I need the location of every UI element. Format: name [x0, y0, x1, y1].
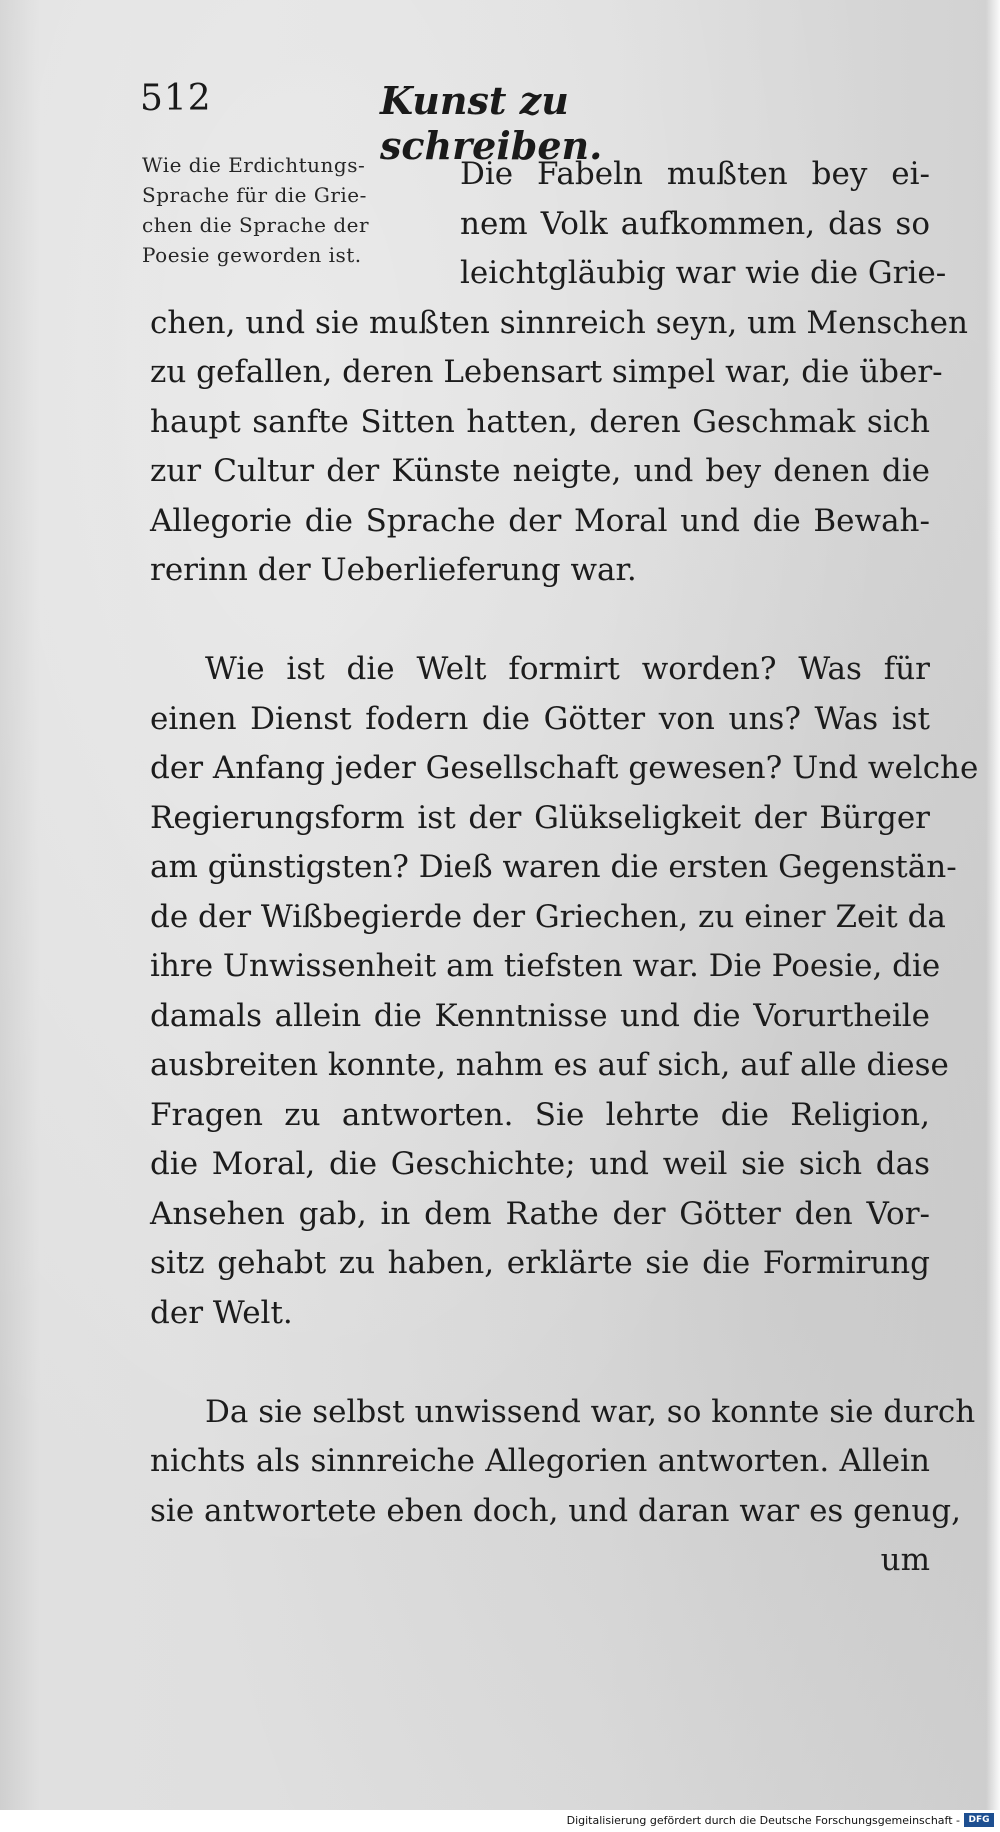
margin-note-line: chen die Sprache der: [142, 213, 370, 237]
text-line: haupt sanfte Sitten hatten, deren Geschmak sich: [150, 403, 930, 440]
text-line: zu gefallen, deren Lebensart simpel war, die über-: [150, 354, 943, 390]
paragraph-gap: [150, 596, 930, 646]
margin-note-line: Sprache für die Grie-: [142, 183, 367, 207]
text-line: sie antwortete eben doch, und daran war es genug,: [150, 1492, 961, 1529]
body-text: [150, 150, 979, 1586]
text-line: Regierungsform ist der Glükseligkeit der Bürger: [150, 799, 930, 836]
text-line: de der Wißbegierde der Griechen, zu einer Zeit da: [150, 898, 946, 935]
text-line: Wie ist die Welt formirt worden? Was für: [205, 651, 930, 687]
text-line: leichtgläubig war wie die Grie-: [460, 255, 947, 291]
text-line: nem Volk aufkommen, das so: [460, 205, 930, 242]
margin-note-line: Poesie geworden ist.: [142, 243, 362, 267]
text-line: die Moral, die Geschichte; und weil sie sich das: [150, 1146, 930, 1182]
text-line: Fragen zu antworten. Sie lehrte die Religion,: [150, 1096, 930, 1133]
text-line: Die Fabeln mußten bey ei-: [460, 156, 930, 192]
text-line: ausbreiten konnte, nahm es auf sich, auf alle diese: [150, 1047, 949, 1083]
text-line: am günstigsten? Dieß waren die ersten Gegenstän-: [150, 849, 957, 885]
text-line: der Anfang jeder Gesellschaft gewesen? Und welche: [150, 750, 979, 786]
text-line: der Welt.: [150, 1294, 293, 1331]
digitization-footer: [0, 1810, 1000, 1832]
running-title: Kunst zu schreiben.: [380, 78, 603, 168]
catchword: um: [880, 1542, 930, 1578]
text-line: ihre Unwissenheit am tiefsten war. Die Poesie, die: [150, 948, 941, 984]
text-line: Ansehen gab, in dem Rathe der Götter den Vor-: [150, 1195, 930, 1232]
margin-note-line: Wie die Erdichtungs-: [142, 153, 366, 177]
text-line: sitz gehabt zu haben, erklärte sie die Formirung: [150, 1245, 930, 1281]
text-line: damals allein die Kenntnisse und die Vorurtheile: [150, 997, 930, 1034]
text-line: Allegorie die Sprache der Moral und die Bewah-: [150, 502, 930, 539]
text-line: einen Dienst fodern die Götter von uns? Was ist: [150, 700, 930, 737]
text-line: zur Cultur der Künste neigte, und bey denen die: [150, 453, 930, 489]
dfg-logo-icon: DFG: [964, 1813, 994, 1827]
text-line: chen, und sie mußten sinnreich seyn, um Menschen: [150, 304, 968, 341]
paragraph-gap: [150, 1338, 930, 1388]
page-number: 512: [140, 78, 212, 119]
footer-credit: Digitalisierung gefördert durch die Deutsche Forschungsgemeinschaft -: [566, 1814, 960, 1827]
text-line: rerinn der Ueberlieferung war.: [150, 552, 637, 588]
text-line: Da sie selbst unwissend war, so konnte sie durch: [205, 1393, 976, 1430]
text-line: nichts als sinnreiche Allegorien antworten. Allein: [150, 1443, 930, 1479]
